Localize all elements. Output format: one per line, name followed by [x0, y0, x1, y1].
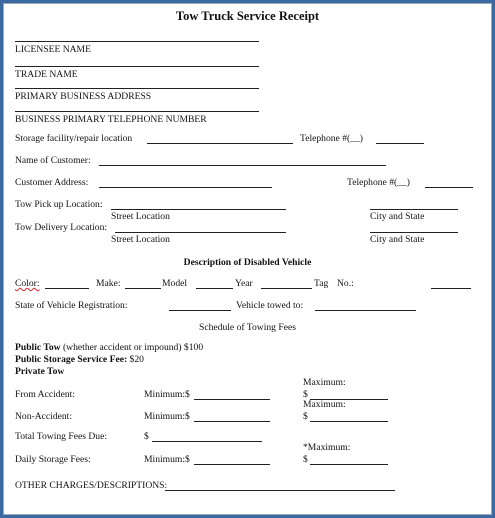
tag-field[interactable]	[431, 288, 471, 289]
from-accident-min-label: Minimum:$	[144, 389, 190, 400]
daily-storage-label: Daily Storage Fees:	[15, 454, 91, 465]
daily-storage-min-field[interactable]	[194, 464, 270, 465]
trade-name-label: TRADE NAME	[15, 69, 78, 80]
non-accident-label: Non-Accident:	[15, 411, 73, 422]
customer-address-label: Customer Address:	[15, 177, 89, 188]
tow-pickup-label: Tow Pick up Location:	[15, 199, 103, 210]
tow-delivery-city-field[interactable]	[370, 232, 458, 233]
telephone2-label: Telephone #(__)	[347, 177, 410, 188]
storage-facility-field[interactable]	[147, 143, 293, 144]
daily-storage-dollar: $	[303, 454, 308, 465]
tow-delivery-label: Tow Delivery Location:	[15, 222, 108, 233]
storage-facility-label: Storage facility/repair location	[15, 133, 133, 144]
color-field[interactable]	[45, 288, 89, 289]
model-label: Model	[162, 278, 188, 289]
customer-name-field[interactable]	[99, 165, 386, 166]
daily-storage-min-label: Minimum:$	[144, 454, 190, 465]
telephone-field[interactable]	[376, 143, 424, 144]
delivery-city-label: City and State	[370, 234, 425, 245]
tow-pickup-street-field[interactable]	[111, 209, 286, 210]
non-accident-dollar: $	[303, 411, 308, 422]
non-accident-min-label: Minimum:$	[144, 411, 190, 422]
other-charges-label: OTHER CHARGES/DESCRIPTIONS:	[15, 480, 168, 491]
public-tow-line	[15, 343, 203, 353]
schedule-heading: Schedule of Towing Fees	[199, 322, 296, 333]
business-phone-field[interactable]	[15, 111, 259, 112]
from-accident-dollar: $	[303, 389, 308, 400]
year-field[interactable]	[261, 288, 312, 289]
customer-name-label: Name of Customer:	[15, 155, 91, 166]
make-label: Make:	[96, 278, 121, 289]
non-accident-max-field[interactable]	[310, 421, 388, 422]
private-tow-label: Private Tow	[15, 366, 65, 377]
model-field[interactable]	[196, 288, 233, 289]
receipt-page	[3, 3, 492, 515]
from-accident-max-label: Maximum:	[303, 377, 346, 388]
public-storage-detail: $20	[127, 354, 144, 365]
tag-no-label: No.:	[337, 278, 354, 289]
public-tow-detail: (whether accident or impound) $100	[60, 342, 204, 353]
vehicle-heading: Description of Disabled Vehicle	[183, 257, 312, 268]
daily-storage-max-label: *Maximum:	[303, 442, 351, 453]
telephone2-field[interactable]	[425, 187, 473, 188]
from-accident-label: From Accident:	[15, 389, 75, 400]
tow-pickup-city-field[interactable]	[370, 209, 458, 210]
tow-delivery-street-field[interactable]	[115, 232, 286, 233]
state-registration-field[interactable]	[169, 310, 231, 311]
pickup-city-label: City and State	[370, 211, 425, 222]
state-registration-label: State of Vehicle Registration:	[15, 300, 128, 311]
pickup-street-label: Street Location	[111, 211, 170, 222]
business-address-label: PRIMARY BUSINESS ADDRESS	[15, 91, 152, 102]
vehicle-towed-to-label: Vehicle towed to:	[236, 300, 304, 311]
year-label: Year	[235, 278, 253, 289]
public-storage-line	[15, 355, 144, 365]
public-storage-label: Public Storage Service Fee:	[15, 354, 128, 365]
public-tow-label: Public Tow	[15, 342, 61, 353]
vehicle-towed-to-field[interactable]	[315, 310, 416, 311]
trade-name-field[interactable]	[15, 66, 259, 67]
daily-storage-max-field[interactable]	[310, 464, 388, 465]
color-label: Color:	[15, 278, 40, 289]
tag-label: Tag	[314, 278, 329, 289]
customer-address-field[interactable]	[99, 187, 272, 188]
non-accident-max-label: Maximum:	[303, 399, 346, 410]
licensee-name-label: LICENSEE NAME	[15, 44, 91, 55]
other-charges-field[interactable]	[165, 490, 395, 491]
total-towing-dollar: $	[144, 431, 149, 442]
delivery-street-label: Street Location	[111, 234, 170, 245]
non-accident-min-field[interactable]	[194, 421, 270, 422]
total-towing-label: Total Towing Fees Due:	[15, 431, 108, 442]
licensee-name-field[interactable]	[15, 41, 259, 42]
from-accident-min-field[interactable]	[194, 399, 270, 400]
total-towing-field[interactable]	[152, 441, 262, 442]
business-address-field[interactable]	[15, 88, 259, 89]
business-phone-label: BUSINESS PRIMARY TELEPHONE NUMBER	[15, 114, 207, 125]
make-field[interactable]	[125, 288, 161, 289]
telephone-label: Telephone #(__)	[300, 133, 363, 144]
page-title: Tow Truck Service Receipt	[175, 9, 320, 23]
